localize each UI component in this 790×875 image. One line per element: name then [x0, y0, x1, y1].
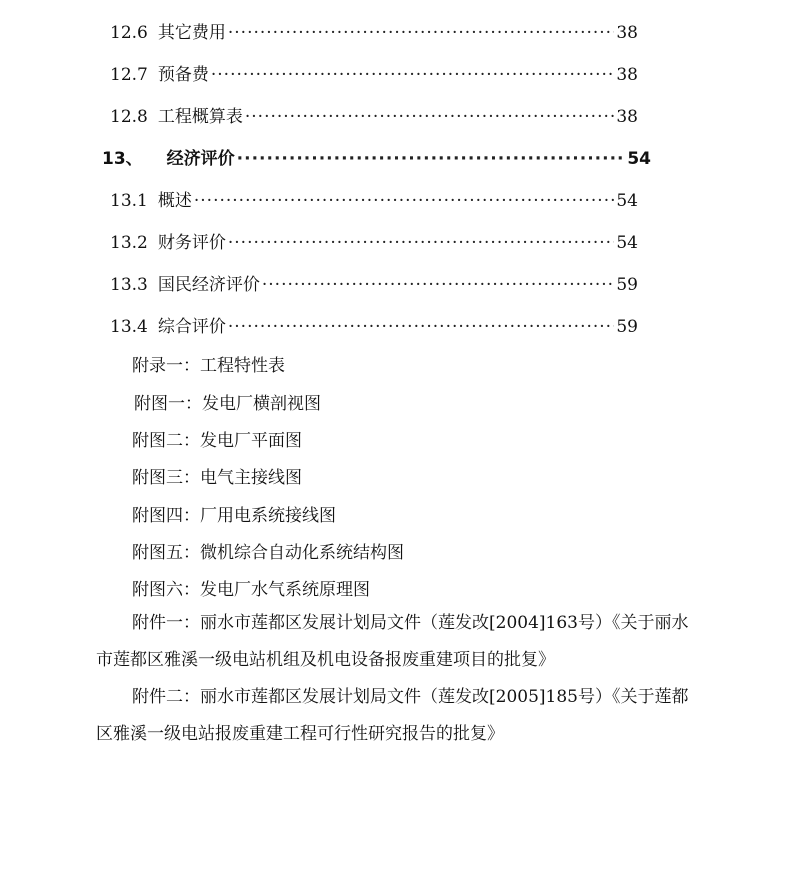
toc-number: 13.1 — [110, 191, 148, 211]
toc-title: 工程概算表 — [157, 107, 243, 127]
toc-page: 38 — [616, 23, 638, 43]
toc-number: 12.7 — [110, 65, 148, 85]
appendix-item: 附图一：发电厂横剖视图 — [134, 394, 321, 414]
toc-page: 38 — [616, 107, 638, 127]
toc-page: 59 — [616, 275, 638, 295]
toc-number: 12.8 — [110, 107, 148, 127]
toc-title: 经济评价 — [166, 149, 235, 169]
attachment-paragraph: 附件一：丽水市莲都区发展计划局文件（莲发改[2004]163号）《关于丽水市莲都区雅溪一级电站机组及机电设备报废重建项目的批复》 — [96, 613, 689, 670]
toc-page: 54 — [616, 233, 638, 253]
appendix-item: 附图三：电气主接线图 — [132, 468, 302, 488]
dot-leader — [237, 149, 626, 169]
toc-page: 54 — [627, 149, 651, 169]
toc-title: 综合评价 — [157, 317, 226, 337]
toc-entry[interactable] — [110, 228, 638, 253]
appendix-item: 附图五：微机综合自动化系统结构图 — [132, 543, 404, 563]
toc-entry[interactable] — [110, 60, 638, 85]
dot-leader — [228, 233, 615, 253]
toc-chapter-entry[interactable] — [102, 144, 651, 169]
appendix-item: 附图四：厂用电系统接线图 — [132, 506, 336, 526]
toc-title: 国民经济评价 — [157, 275, 260, 295]
appendix-item: 附图二：发电厂平面图 — [132, 431, 302, 451]
toc-number: 13.2 — [110, 233, 148, 253]
dot-leader — [211, 65, 615, 85]
toc-number: 12.6 — [110, 23, 148, 43]
dot-leader — [228, 23, 615, 43]
toc-page: 59 — [616, 317, 638, 337]
toc-entry[interactable] — [110, 186, 638, 211]
toc-entry[interactable] — [110, 270, 638, 295]
toc-number: 13、 — [102, 149, 143, 169]
attachment-paragraph: 附件二：丽水市莲都区发展计划局文件（莲发改[2005]185号）《关于莲都区雅溪一级电站报废重建工程可行性研究报告的批复》 — [96, 687, 689, 744]
dot-leader — [228, 317, 615, 337]
dot-leader — [194, 191, 615, 211]
toc-entry[interactable] — [110, 18, 638, 43]
toc-title: 财务评价 — [157, 233, 226, 253]
toc-title: 预备费 — [157, 65, 209, 85]
appendix-item: 附图六：发电厂水气系统原理图 — [132, 580, 370, 600]
toc-title: 概述 — [157, 191, 192, 211]
dot-leader — [262, 275, 615, 295]
toc-number: 13.4 — [110, 317, 148, 337]
dot-leader — [245, 107, 615, 127]
toc-page: 38 — [616, 65, 638, 85]
toc-number: 13.3 — [110, 275, 148, 295]
toc-entry[interactable] — [110, 312, 638, 337]
toc-entry[interactable] — [110, 102, 638, 127]
toc-page: 54 — [616, 191, 638, 211]
appendix-item: 附录一：工程特性表 — [132, 356, 285, 376]
toc-title: 其它费用 — [157, 23, 226, 43]
